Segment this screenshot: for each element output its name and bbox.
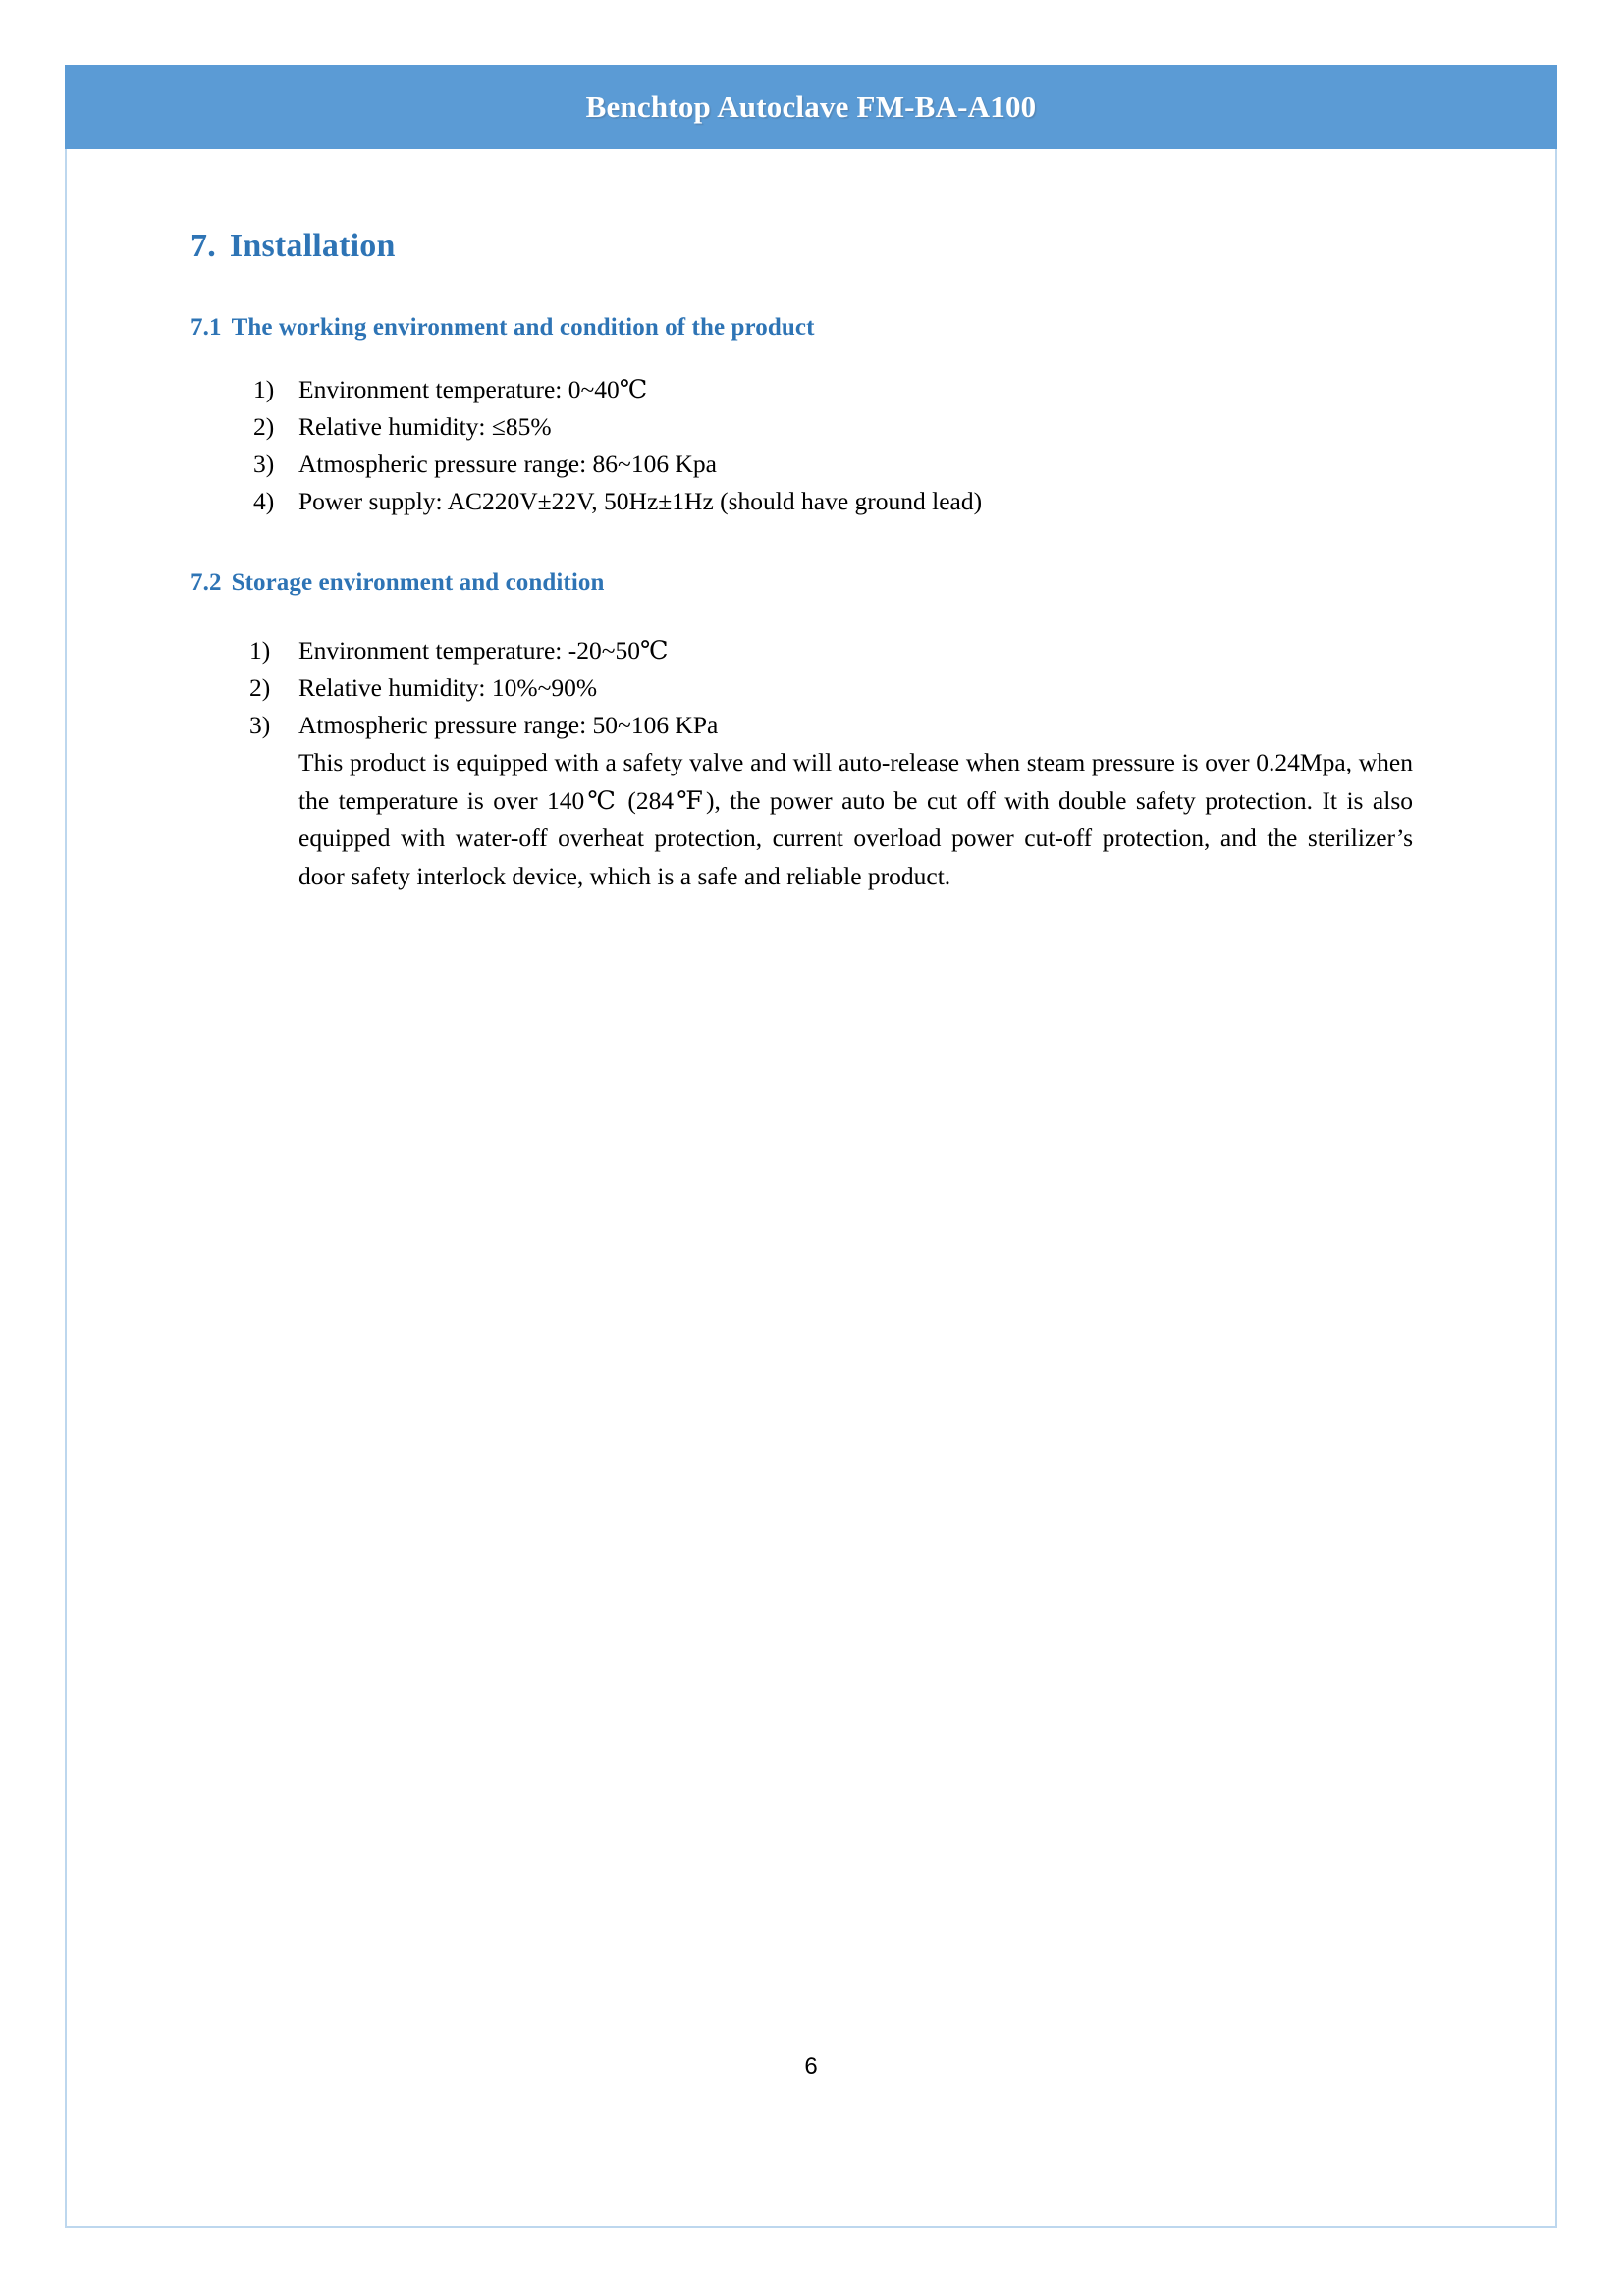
document-title: Benchtop Autoclave FM-BA-A100 <box>585 89 1037 124</box>
list-7-1 <box>253 371 1506 520</box>
subsection-number: 7.1 <box>190 314 222 341</box>
subsection-number: 7.2 <box>190 569 222 596</box>
document-page <box>65 65 1557 2228</box>
list-marker: 2) <box>249 673 271 702</box>
list-item-text: Power supply: AC220V±22V, 50Hz±1Hz (should have ground lead) <box>298 487 983 515</box>
list-item <box>253 371 1506 408</box>
list-item-text: Environment temperature: 0~40℃ <box>298 375 648 403</box>
list-marker: 1) <box>249 636 271 665</box>
list-item-text: Atmospheric pressure range: 86~106 Kpa <box>298 450 717 478</box>
list-marker: 3) <box>249 711 271 739</box>
page-content <box>67 151 1555 895</box>
list-item <box>249 707 1506 744</box>
list-marker: 1) <box>253 375 275 403</box>
subsection-title: Storage environment and condition <box>231 569 605 596</box>
page-number: 6 <box>804 2054 818 2080</box>
section-number: 7. <box>190 228 216 264</box>
list-item <box>249 632 1506 669</box>
subsection-heading-7-2 <box>190 569 1506 597</box>
list-item-text: Relative humidity: 10%~90% <box>298 673 598 702</box>
list-item-text: Relative humidity: ≤85% <box>298 412 552 441</box>
list-item-text: Atmospheric pressure range: 50~106 KPa <box>298 711 719 739</box>
list-marker: 2) <box>253 412 275 441</box>
list-item <box>249 669 1506 707</box>
section-title: Installation <box>229 228 396 264</box>
subsection-heading-7-1 <box>190 314 1506 342</box>
list-item-text: Environment temperature: -20~50℃ <box>298 636 669 665</box>
safety-note-paragraph: This product is equipped with a safety valve and will auto-release when steam pressure is over 0.24Mpa, when the temperature is over 140℃ (284℉), the power auto be cut off with double safety protection. It is also equipped with water-off overheat protection, current overload power cut-off protection, and the sterilizer’s door safety interlock device, which is a safe and reliable product. <box>298 748 1413 890</box>
page-header-banner <box>65 65 1557 149</box>
list-item <box>253 408 1506 446</box>
list-item <box>253 483 1506 520</box>
section-heading-7 <box>190 228 1506 265</box>
list-item <box>253 446 1506 483</box>
list-7-2 <box>249 632 1506 744</box>
list-marker: 4) <box>253 487 275 515</box>
subsection-title: The working environment and condition of the product <box>231 314 815 341</box>
list-marker: 3) <box>253 450 275 478</box>
